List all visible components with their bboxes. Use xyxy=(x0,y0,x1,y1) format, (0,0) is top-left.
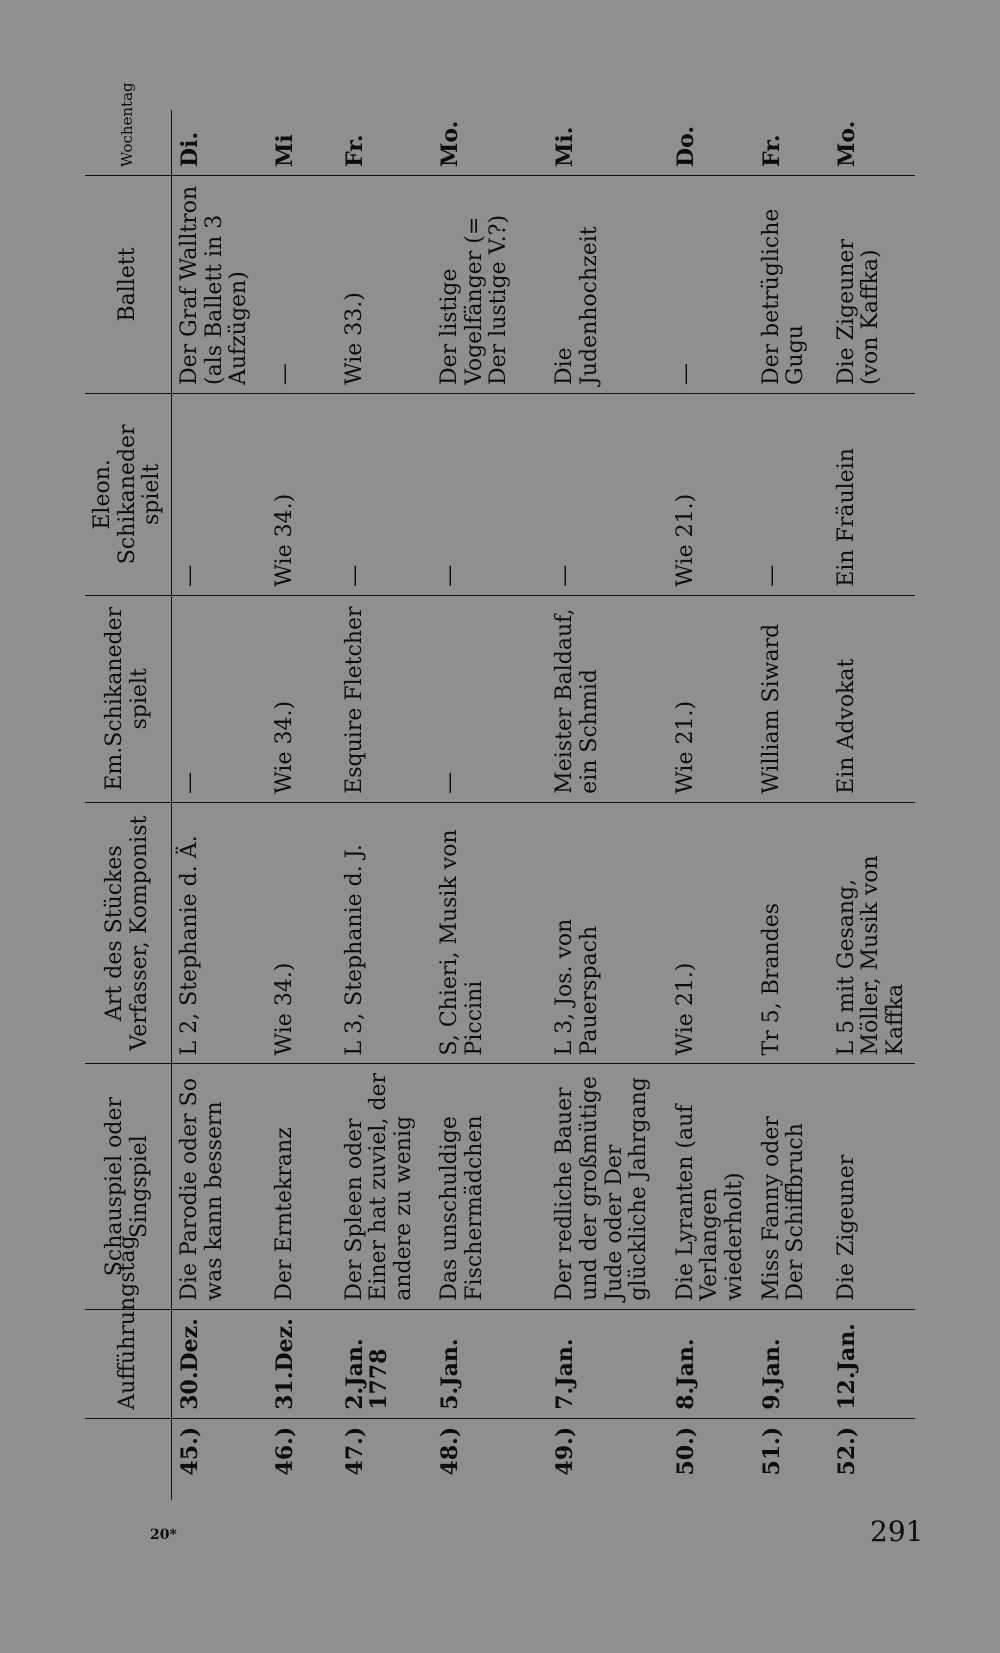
row-num: 47.) xyxy=(341,1426,368,1476)
row-el: Wie 34.) xyxy=(267,394,337,596)
page-number: 291 xyxy=(870,1515,924,1548)
row-em: Ein Advokat xyxy=(829,595,915,802)
row-title: Die Lyranten (auf Verlangen wiederholt) xyxy=(668,1064,754,1309)
table-row xyxy=(432,110,547,1500)
row-title: Der Erntekranz xyxy=(267,1064,337,1309)
row-date: 31.Dez. xyxy=(267,1309,337,1418)
row-num: 50.) xyxy=(672,1426,699,1476)
row-title: Die Parodie oder So was kann bessern xyxy=(171,1064,266,1309)
row-art: S, Chieri, Musik von Piccini xyxy=(432,802,547,1064)
row-art: L 3, Jos. von Pauerspach xyxy=(547,802,667,1064)
header-weekday: Wochentag xyxy=(85,110,171,175)
row-ballet: Der listige Vogelfänger (= Der lustige V.?) xyxy=(432,175,547,393)
header-art: Art des Stückes Verfasser, Komponist xyxy=(85,802,171,1064)
row-el: — xyxy=(432,394,547,596)
row-date: 12.Jan. xyxy=(829,1309,915,1418)
row-ballet: Wie 33.) xyxy=(337,175,432,393)
row-weekday: Mo. xyxy=(829,110,915,175)
row-date: 2.Jan. 1778 xyxy=(337,1309,432,1418)
row-el: — xyxy=(337,394,432,596)
row-weekday: Do. xyxy=(668,110,754,175)
row-weekday: Mo. xyxy=(432,110,547,175)
row-ballet: Der betrügliche Gugu xyxy=(754,175,829,393)
row-el: — xyxy=(171,394,266,596)
row-art: Tr 5, Brandes xyxy=(754,802,829,1064)
row-el: Wie 21.) xyxy=(668,394,754,596)
row-date: 5.Jan. xyxy=(432,1309,547,1418)
row-date: 9.Jan. xyxy=(754,1309,829,1418)
row-ballet: Der Graf Walltron (als Ballett in 3 Aufzügen) xyxy=(171,175,266,393)
row-date: 7.Jan. xyxy=(547,1309,667,1418)
row-num: 48.) xyxy=(437,1426,464,1476)
header-ballet: Ballett xyxy=(85,175,171,393)
row-art: Wie 34.) xyxy=(267,802,337,1064)
row-el: — xyxy=(547,394,667,596)
row-title: Die Zigeuner xyxy=(829,1064,915,1309)
row-ballet: — xyxy=(668,175,754,393)
header-date: Aufführungstag xyxy=(85,1309,171,1418)
row-num: 46.) xyxy=(271,1426,298,1476)
row-date: 30.Dez. xyxy=(171,1309,266,1418)
row-weekday: Di. xyxy=(171,110,266,175)
row-art: L 5 mit Gesang, Möller, Musik von Kaffka xyxy=(829,802,915,1064)
row-em: William Siward xyxy=(754,595,829,802)
row-weekday: Fr. xyxy=(337,110,432,175)
row-date: 8.Jan. xyxy=(668,1309,754,1418)
row-art: L 3, Stephanie d. J. xyxy=(337,802,432,1064)
row-art: Wie 21.) xyxy=(668,802,754,1064)
row-num: 45.) xyxy=(176,1426,203,1476)
row-weekday: Mi. xyxy=(547,110,667,175)
row-em: — xyxy=(432,595,547,802)
header-el: Eleon. Schikaneder spielt xyxy=(85,394,171,596)
header-num xyxy=(85,1418,171,1500)
row-ballet: Die Judenhochzeit xyxy=(547,175,667,393)
table-row xyxy=(754,110,829,1500)
table-row xyxy=(267,110,337,1500)
row-el: Ein Fräulein xyxy=(829,394,915,596)
row-weekday: Mi xyxy=(267,110,337,175)
row-em: — xyxy=(171,595,266,802)
table-row xyxy=(668,110,754,1500)
row-weekday: Fr. xyxy=(754,110,829,175)
row-title: Der redliche Bauer und der großmütige Jude oder Der glückliche Jahrgang xyxy=(547,1064,667,1309)
header-em: Em.Schikaneder spielt xyxy=(85,595,171,802)
row-em: Esquire Fletcher xyxy=(337,595,432,802)
performance-table xyxy=(85,82,915,1500)
signature-mark: 20* xyxy=(150,1527,177,1543)
table-header xyxy=(85,82,171,1500)
row-title: Der Spleen oder Einer hat zuviel, der andere zu wenig xyxy=(337,1064,432,1309)
row-num: 52.) xyxy=(833,1426,860,1476)
table-row xyxy=(547,110,667,1500)
row-ballet: Die Zigeuner (von Kaffka) xyxy=(829,175,915,393)
table-row xyxy=(337,110,432,1500)
table-row xyxy=(829,110,915,1500)
row-num: 51.) xyxy=(758,1426,785,1476)
row-ballet: — xyxy=(267,175,337,393)
row-el: — xyxy=(754,394,829,596)
row-title: Miss Fanny oder Der Schiffbruch xyxy=(754,1064,829,1309)
row-art: L 2, Stephanie d. Ä. xyxy=(171,802,266,1064)
row-title: Das unschuldige Fischermädchen xyxy=(432,1064,547,1309)
row-num: 49.) xyxy=(552,1426,579,1476)
row-em: Meister Baldauf, ein Schmid xyxy=(547,595,667,802)
row-em: Wie 21.) xyxy=(668,595,754,802)
header-title: Schauspiel oder Singspiel xyxy=(85,1064,171,1309)
table-body xyxy=(171,110,915,1500)
row-em: Wie 34.) xyxy=(267,595,337,802)
table-row xyxy=(171,110,266,1500)
